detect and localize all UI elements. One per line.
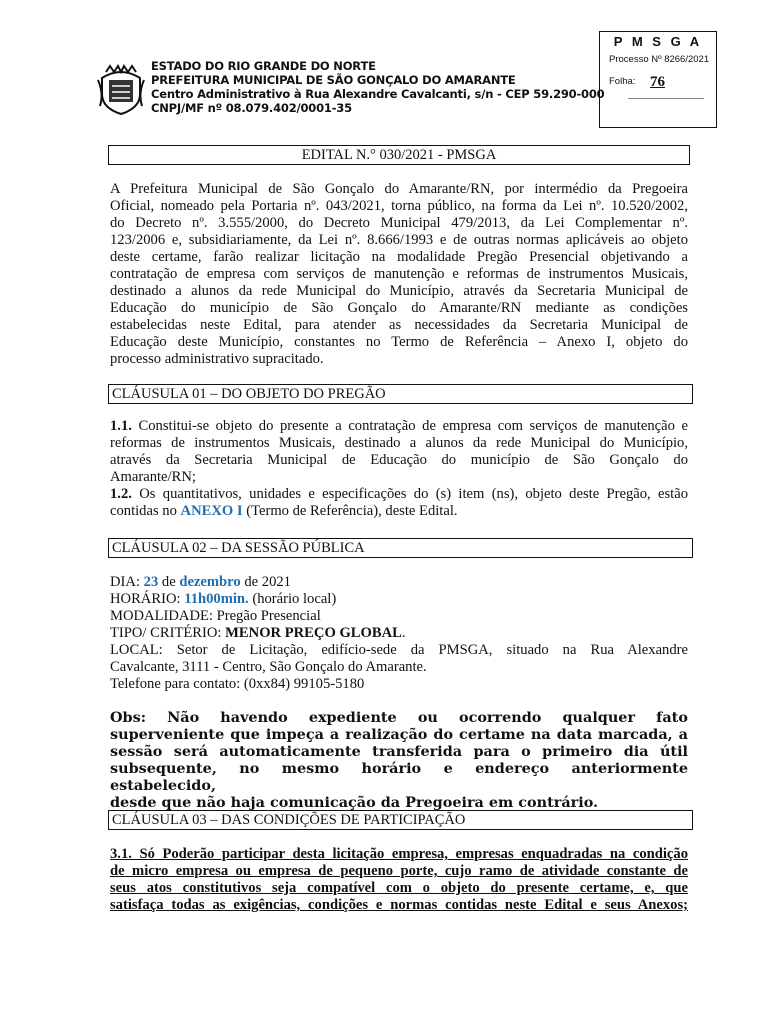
obs-line: superveniente que impeça a realização do certame na data marcada, a (110, 726, 688, 743)
clausula-02-body: DIA: 23 de dezembro de 2021 HORÁRIO: 11h00min. (horário local) MODALIDADE: Pregão Presencial TIPO/ CRITÉRIO: MENOR PREÇO GLOBAL. LOCAL: Setor de Licitação, edifício-sede da PMSGA, situado na Rua Alexandre Cavalcante, 3111 - Centro, São Gonçalo do Amarante. Telefone para contato: (0xx84) 99105-5180 (110, 574, 688, 692)
item-3-1 (110, 846, 688, 914)
letterhead (151, 59, 605, 115)
intro-line: deste certame, farão realizar licitação na modalidade Pregão Presencial objetivando a (110, 249, 688, 265)
obs-word: expediente (308, 709, 397, 726)
protocol-stamp (599, 31, 717, 128)
horario-label: HORÁRIO: (110, 591, 181, 607)
dia-year: de 2021 (244, 574, 291, 590)
obs-word: Obs: (110, 709, 147, 726)
clausula-01-body (110, 418, 688, 520)
edital-title: EDITAL N.° 030/2021 - PMSGA (108, 145, 690, 165)
intro-line: A Prefeitura Municipal de São Gonçalo do Amarante/RN, por intermédio da Pregoeira (110, 181, 688, 197)
item-1-1-text: reformas de instrumentos Musicais, destinado a alunos da rede Municipal do Município, (110, 435, 688, 451)
clausula-02-heading: CLÁUSULA 02 – DA SESSÃO PÚBLICA (108, 538, 693, 558)
item-1-1-text: Amarante/RN; (110, 469, 196, 485)
letterhead-cnpj: CNPJ/MF nº 08.079.402/0001-35 (151, 101, 352, 115)
item-1-1-number: 1.1. (110, 418, 132, 434)
item-3-1-line: seus atos constitutivos seja compatível com o objeto do presente certame, e, que (110, 880, 688, 896)
telefone-line: Telefone para contato: (0xx84) 99105-5180 (110, 676, 365, 692)
dia-month: dezembro (179, 574, 241, 590)
tipo-value: MENOR PREÇO GLOBAL (225, 625, 402, 641)
item-1-2-number: 1.2. (110, 486, 132, 502)
clausula-03-heading: CLÁUSULA 03 – DAS CONDIÇÕES DE PARTICIPAÇÃO (108, 810, 693, 830)
local-line: Cavalcante, 3111 - Centro, São Gonçalo do Amarante. (110, 659, 427, 675)
intro-paragraph (110, 181, 688, 368)
intro-line: processo administrativo supracitado. (110, 351, 324, 367)
anexo-i-link[interactable]: ANEXO I (180, 503, 243, 519)
intro-line: contratação de empresa com serviços de manutenção e reformas de instrumentos Musicais, (110, 266, 688, 282)
intro-line: Educação do município de São Gonçalo do Amarante/RN mediante as condições (110, 300, 688, 316)
modalidade-line: MODALIDADE: Pregão Presencial (110, 608, 321, 624)
stamp-signature-line (628, 98, 704, 99)
intro-line: estabelecidas neste Edital, para atender as necessidades da Secretaria Municipal de (110, 317, 688, 333)
stamp-processo: Processo Nº 8266/2021 (609, 54, 710, 65)
letterhead-state: ESTADO DO RIO GRANDE DO NORTE (151, 59, 376, 73)
horario-value: 11h00min. (184, 591, 249, 607)
dia-number: 23 (143, 574, 159, 590)
obs-word: fato (656, 709, 688, 726)
obs-word: ou (417, 709, 438, 726)
obs-word: qualquer (562, 709, 636, 726)
item-3-1-line: 3.1. Só Poderão participar desta licitação empresa, empresas enquadradas na condição (110, 846, 688, 862)
item-3-1-line: satisfaça todas as exigências, condições e normas contidas neste Edital e seus Anexos; (110, 897, 688, 913)
obs-line: subsequente, no mesmo horário e endereço anteriormente estabelecido, (110, 760, 688, 794)
item-1-1-text: através da Secretaria Municipal de Educação do município de São Gonçalo do (110, 452, 688, 468)
clausula-01-heading: CLÁUSULA 01 – DO OBJETO DO PREGÃO (108, 384, 693, 404)
tipo-label: TIPO/ CRITÉRIO: (110, 625, 222, 641)
intro-line: 123/2006 e, subsidiariamente, da Lei nº. 8.666/1993 e de outras normas aplicáveis ao objeto (110, 232, 688, 248)
obs-word: havendo (220, 709, 288, 726)
item-1-1-text: Constitui-se objeto do presente a contratação de empresa com serviços de manutenção e (138, 418, 688, 434)
intro-line: Educação deste Município, constantes no Termo de Referência – Anexo I, objeto do (110, 334, 688, 350)
item-1-2-text: (Termo de Referência), deste Edital. (246, 503, 458, 519)
obs-line: sessão será automaticamente transferida para o primeiro dia útil (110, 743, 688, 760)
letterhead-prefeitura: PREFEITURA MUNICIPAL DE SÃO GONÇALO DO AMARANTE (151, 73, 516, 87)
obs-word: Não (167, 709, 200, 726)
dia-label: DIA: (110, 574, 140, 590)
obs-word: ocorrendo (458, 709, 542, 726)
item-1-2-text: contidas no (110, 503, 177, 519)
local-line: LOCAL: Setor de Licitação, edifício-sede da PMSGA, situado na Rua Alexandre (110, 642, 688, 658)
obs-line: desde que não haja comunicação da Pregoeira em contrário. (110, 794, 599, 811)
obs-note (110, 709, 688, 811)
intro-line: Oficial, nomeado pela Portaria nº. 043/2021, torna público, na forma da Lei nº. 10.520/2002, (110, 198, 688, 214)
stamp-folha-label: Folha: (609, 76, 636, 87)
dia-de: de (161, 574, 176, 590)
intro-line: do Decreto nº. 3.555/2000, do Decreto Municipal 479/2013, da Lei Complementar nº. (110, 215, 688, 231)
stamp-folha-number: 76 (650, 74, 665, 90)
intro-line: destinado a alunos da rede Municipal do Município, através da Secretaria Municipal de (110, 283, 688, 299)
letterhead-address: Centro Administrativo à Rua Alexandre Cavalcanti, s/n - CEP 59.290-000 (151, 87, 605, 101)
stamp-title: P M S G A (613, 34, 703, 49)
item-3-1-line: de micro empresa ou empresa de pequeno porte, cujo ramo de atividade constante de (110, 863, 688, 879)
municipal-crest-icon (96, 64, 146, 116)
horario-note: (horário local) (252, 591, 337, 607)
item-1-2-text: Os quantitativos, unidades e especificações do (s) item (ns), objeto deste Pregão, estão (139, 486, 688, 502)
